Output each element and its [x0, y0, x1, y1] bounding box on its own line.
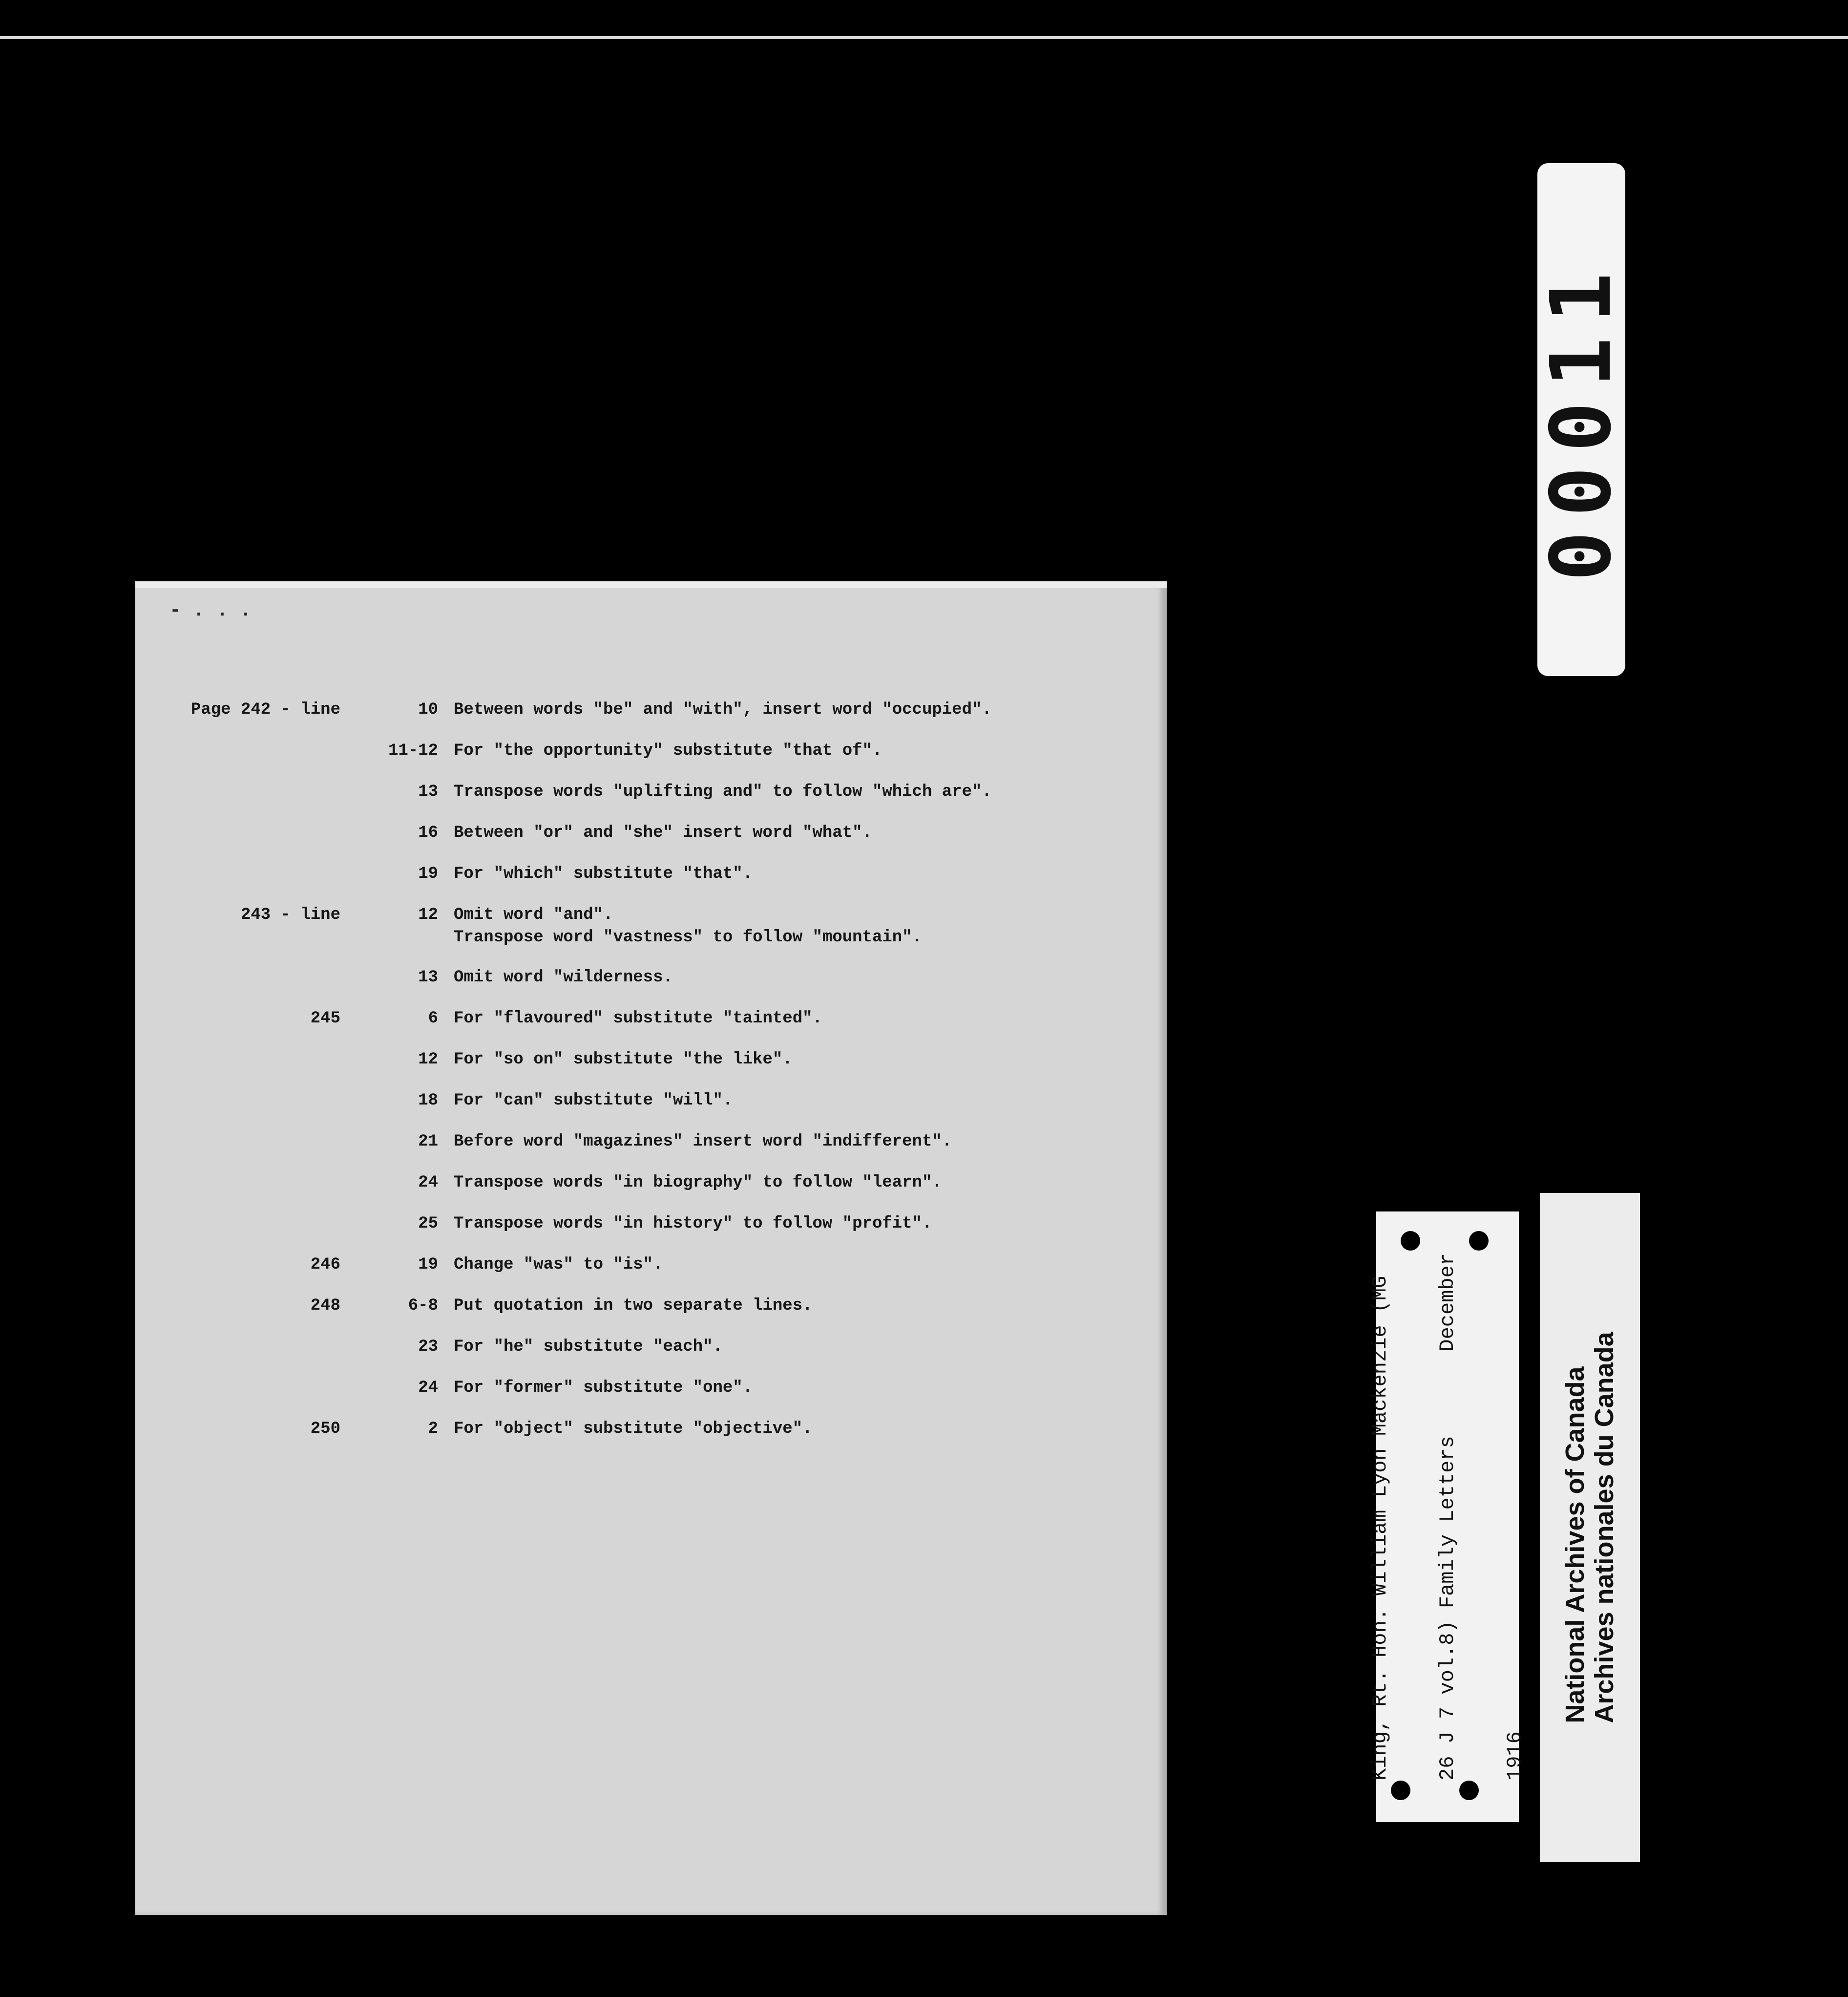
correction-row [135, 1295, 1167, 1318]
correction-page-ref [135, 863, 340, 886]
correction-line-ref: 10 [418, 701, 438, 719]
correction-row [135, 822, 1167, 845]
correction-page-ref: 243 - line [240, 906, 340, 924]
correction-instruction: Between words "be" and "with", insert word "occupied". [454, 701, 992, 719]
film-edge-rule [0, 36, 1848, 39]
correction-page-ref: 250 [310, 1420, 340, 1438]
frame-counter-number: 00011 [1533, 258, 1630, 581]
correction-instruction: Change "was" to "is". [454, 1255, 663, 1274]
correction-row [135, 1007, 1167, 1031]
correction-page-ref: 248 [310, 1296, 340, 1315]
page-specks: - . . . [169, 600, 252, 622]
collection-label-line2-left: 26 J 7 vol.8) Family Letters [1436, 1436, 1459, 1781]
correction-page-ref [135, 966, 340, 990]
collection-label-line1: King, Rt. Hon. William Lyon Mackenzie (MG [1368, 1275, 1392, 1781]
correction-line-ref: 12 [418, 906, 438, 924]
correction-row [135, 1418, 1167, 1441]
correction-line-ref: 24 [418, 1379, 438, 1397]
collection-label-line2 [1436, 1253, 1459, 1781]
collection-label-line3: 1916 [1503, 1731, 1527, 1781]
punch-hole [1469, 1231, 1489, 1251]
correction-instruction: For "former" substitute "one". [454, 1379, 753, 1397]
correction-instruction: Omit word "and". Transpose word "vastness" to follow "mountain". [454, 906, 922, 947]
correction-row [135, 1048, 1167, 1072]
correction-instruction: For "so on" substitute "the like". [454, 1050, 793, 1069]
correction-line-ref: 25 [418, 1214, 438, 1233]
correction-page-ref: 245 [310, 1009, 340, 1028]
correction-line-ref: 21 [418, 1132, 438, 1151]
archives-label-french: Archives nationales du Canada [1590, 1332, 1619, 1723]
correction-line-ref: 24 [418, 1173, 438, 1192]
correction-page-ref [135, 1089, 340, 1113]
collection-label-card [1368, 1211, 1527, 1822]
correction-instruction: Transpose words "uplifting and" to follow "which are". [454, 783, 992, 801]
correction-line-ref: 2 [428, 1420, 438, 1438]
correction-instruction: For "flavoured" substitute "tainted". [454, 1009, 822, 1028]
correction-instruction: Between "or" and "she" insert word "what". [454, 824, 872, 842]
punch-hole [1391, 1781, 1410, 1800]
correction-row [135, 863, 1167, 886]
archives-label-card [1540, 1193, 1640, 1862]
document-page [135, 581, 1167, 1915]
correction-row [135, 1377, 1167, 1400]
correction-instruction: For "object" substitute "objective". [454, 1420, 813, 1438]
frame-counter-card [1533, 163, 1630, 676]
correction-page-ref [135, 1377, 340, 1400]
correction-instruction: For "which" substitute "that". [454, 865, 753, 883]
correction-row [135, 740, 1167, 763]
punch-hole [1459, 1781, 1479, 1800]
correction-line-ref: 16 [418, 824, 438, 842]
correction-line-ref: 6-8 [408, 1296, 438, 1315]
correction-instruction: For "can" substitute "will". [454, 1091, 733, 1110]
correction-row [135, 1089, 1167, 1113]
correction-instruction: Before word "magazines" insert word "indifferent". [454, 1132, 952, 1151]
corrections-list [135, 699, 1167, 1459]
correction-row [135, 904, 1167, 949]
correction-page-ref [135, 1171, 340, 1195]
archives-label-text [1560, 1332, 1619, 1723]
correction-instruction: Transpose words "in biography" to follow "learn". [454, 1173, 942, 1192]
correction-page-ref [135, 1130, 340, 1154]
correction-page-ref [135, 781, 340, 804]
correction-page-ref [135, 822, 340, 845]
correction-row [135, 1336, 1167, 1359]
correction-instruction: Put quotation in two separate lines. [454, 1296, 813, 1315]
correction-page-ref [135, 1212, 340, 1236]
correction-page-ref: Page 242 - line [190, 701, 340, 719]
correction-line-ref: 23 [418, 1338, 438, 1356]
correction-row [135, 966, 1167, 990]
correction-row [135, 1130, 1167, 1154]
correction-row [135, 781, 1167, 804]
correction-page-ref [135, 1048, 340, 1072]
correction-row [135, 1171, 1167, 1195]
correction-line-ref: 13 [418, 783, 438, 801]
correction-instruction: Transpose words "in history" to follow "profit". [454, 1214, 932, 1233]
page-top-edge [135, 581, 1167, 588]
correction-line-ref: 18 [418, 1091, 438, 1110]
correction-line-ref: 13 [418, 968, 438, 987]
correction-page-ref: 246 [310, 1255, 340, 1274]
collection-label-line2-right: December [1436, 1253, 1459, 1352]
correction-line-ref: 19 [418, 1255, 438, 1274]
correction-line-ref: 12 [418, 1050, 438, 1069]
correction-row [135, 1212, 1167, 1236]
correction-instruction: For "the opportunity" substitute "that of". [454, 742, 882, 760]
punch-hole [1401, 1231, 1420, 1251]
correction-line-ref: 11-12 [388, 742, 438, 760]
correction-instruction: For "he" substitute "each". [454, 1338, 723, 1356]
correction-line-ref: 6 [428, 1009, 438, 1028]
correction-page-ref [135, 1336, 340, 1359]
correction-page-ref [135, 740, 340, 763]
correction-row [135, 1253, 1167, 1277]
correction-instruction: Omit word "wilderness. [454, 968, 673, 987]
collection-label-text [1324, 1253, 1571, 1781]
archives-label-english: National Archives of Canada [1560, 1366, 1590, 1723]
correction-line-ref: 19 [418, 865, 438, 883]
correction-row [135, 699, 1167, 722]
